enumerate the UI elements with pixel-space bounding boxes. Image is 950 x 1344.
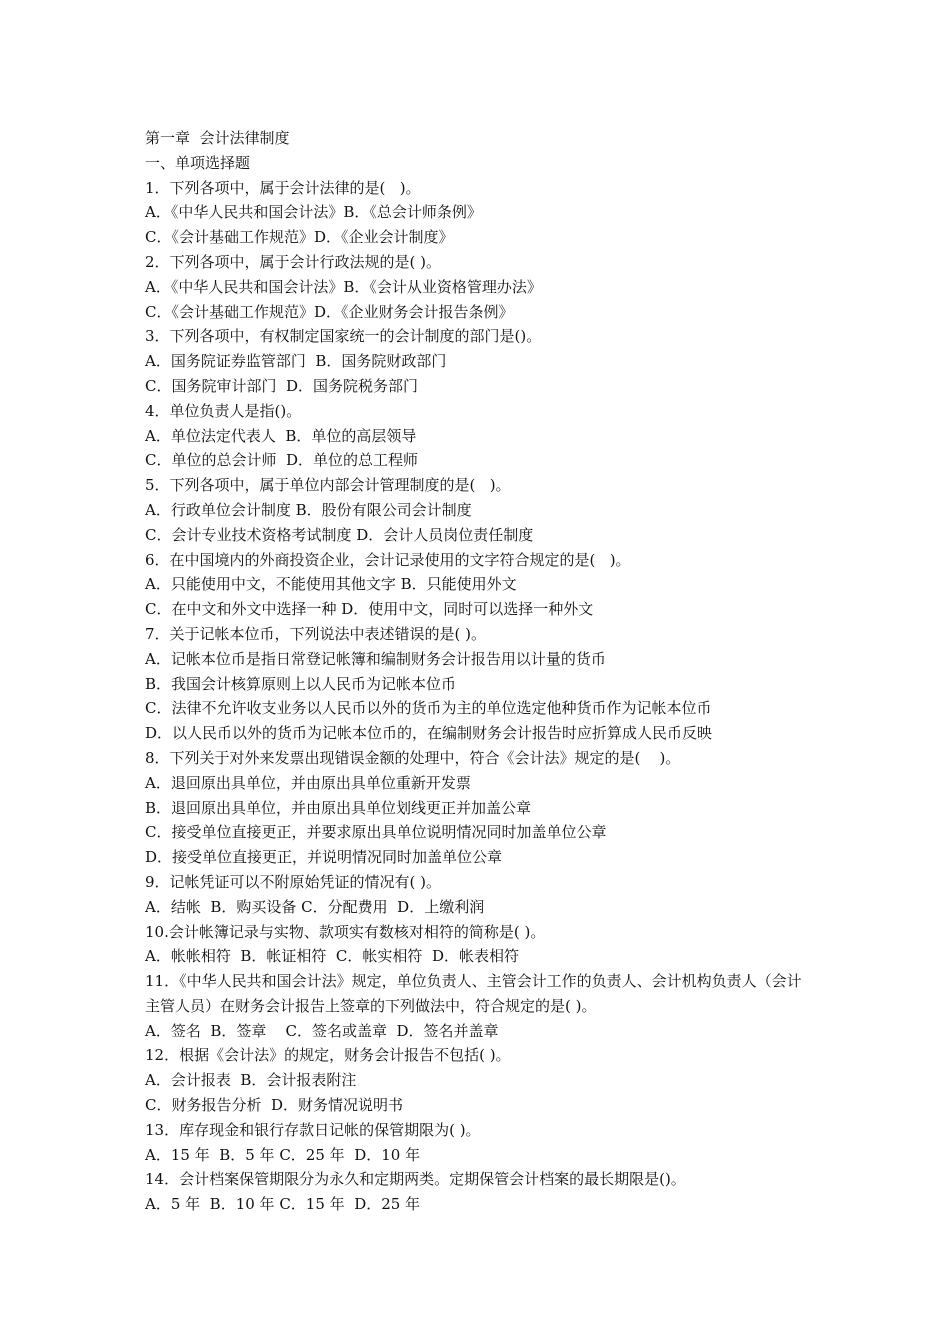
question-6: 6．在中国境内的外商投资企业，会计记录使用的文字符合规定的是( )。 bbox=[145, 550, 631, 569]
question-3: 3．下列各项中，有权制定国家统一的会计制度的部门是()。 bbox=[145, 327, 542, 346]
question-14-options: A．5 年 B．10 年 C．15 年 D．25 年 bbox=[145, 1195, 421, 1214]
question-1-options-ab: A．《中华人民共和国会计法》B．《总会计师条例》 bbox=[145, 203, 482, 222]
question-2-options-ab: A．《中华人民共和国会计法》B．《会计从业资格管理办法》 bbox=[145, 277, 542, 296]
question-1-options-cd: C．《会计基础工作规范》D．《企业会计制度》 bbox=[145, 228, 454, 247]
section-title: 一、单项选择题 bbox=[145, 153, 251, 172]
question-8: 8．下列关于对外来发票出现错误金额的处理中，符合《会计法》规定的是( )。 bbox=[145, 748, 681, 767]
question-14: 14．会计档案保管期限分为永久和定期两类。定期保管会计档案的最长期限是()。 bbox=[145, 1170, 686, 1189]
question-12-options-ab: A．会计报表 B．会计报表附注 bbox=[145, 1071, 357, 1090]
question-8-option-d: D．接受单位直接更正，并说明情况同时加盖单位公章 bbox=[145, 848, 503, 867]
question-12-options-cd: C．财务报告分析 D．财务情况说明书 bbox=[145, 1096, 404, 1115]
question-5: 5．下列各项中，属于单位内部会计管理制度的是( )。 bbox=[145, 476, 511, 495]
question-11-options: A．签名 B．签章 C．签名或盖章 D．签名并盖章 bbox=[145, 1021, 499, 1040]
question-6-options-cd: C．在中文和外文中选择一种 D．使用中文，同时可以选择一种外文 bbox=[145, 600, 594, 619]
question-7-option-b: B．我国会计核算原则上以人民币为记帐本位币 bbox=[145, 674, 457, 693]
question-9: 9．记帐凭证可以不附原始凭证的情况有( )。 bbox=[145, 872, 442, 891]
question-3-options-cd: C．国务院审计部门 D．国务院税务部门 bbox=[145, 376, 419, 395]
question-13-options: A．15 年 B．5 年 C．25 年 D．10 年 bbox=[145, 1145, 421, 1164]
question-2: 2．下列各项中，属于会计行政法规的是( )。 bbox=[145, 252, 442, 271]
question-2-options-cd: C．《会计基础工作规范》D．《企业财务会计报告条例》 bbox=[145, 302, 514, 321]
chapter-title: 第一章 会计法律制度 bbox=[145, 129, 290, 147]
question-7-option-d: D．以人民币以外的货币为记帐本位币的，在编制财务会计报告时应折算成人民币反映 bbox=[145, 724, 713, 743]
question-5-options-ab: A．行政单位会计制度 B．股份有限公司会计制度 bbox=[145, 500, 472, 519]
question-10: 10.会计帐簿记录与实物、款项实有数核对相符的简称是( )。 bbox=[145, 922, 546, 941]
question-5-options-cd: C．会计专业技术资格考试制度 D．会计人员岗位责任制度 bbox=[145, 525, 534, 544]
question-11: 11．《中华人民共和国会计法》规定，单位负责人、主管会计工作的负责人、会计机构负责人（会计主管人员）在财务会计报告上签章的下列做法中，符合规定的是( )。 bbox=[145, 972, 802, 1015]
question-1: 1．下列各项中，属于会计法律的是( )。 bbox=[145, 178, 421, 197]
document-body bbox=[145, 126, 813, 1217]
question-4: 4．单位负责人是指()。 bbox=[145, 401, 302, 420]
question-8-option-b: B．退回原出具单位，并由原出具单位划线更正并加盖公章 bbox=[145, 798, 532, 817]
question-8-option-c: C．接受单位直接更正，并要求原出具单位说明情况同时加盖单位公章 bbox=[145, 823, 607, 842]
question-7-option-a: A．记帐本位币是指日常登记帐簿和编制财务会计报告用以计量的货币 bbox=[145, 649, 606, 668]
question-12: 12．根据《会计法》的规定，财务会计报告不包括( )。 bbox=[145, 1046, 511, 1065]
question-4-options-ab: A．单位法定代表人 B．单位的高层领导 bbox=[145, 426, 417, 445]
question-8-option-a: A．退回原出具单位，并由原出具单位重新开发票 bbox=[145, 773, 471, 792]
question-9-options: A．结帐 B．购买设备 C．分配费用 D．上缴利润 bbox=[145, 897, 485, 916]
question-3-options-ab: A．国务院证券监管部门 B．国务院财政部门 bbox=[145, 352, 447, 371]
question-7-option-c: C．法律不允许收支业务以人民币以外的货币为主的单位选定他种货币作为记帐本位币 bbox=[145, 699, 712, 718]
question-13: 13．库存现金和银行存款日记帐的保管期限为( )。 bbox=[145, 1120, 481, 1139]
question-4-options-cd: C．单位的总会计师 D．单位的总工程师 bbox=[145, 451, 419, 470]
question-7: 7．关于记帐本位币，下列说法中表述错误的是( )。 bbox=[145, 624, 487, 643]
question-6-options-ab: A．只能使用中文，不能使用其他文字 B．只能使用外文 bbox=[145, 575, 517, 594]
question-10-options: A．帐帐相符 B．帐证相符 C．帐实相符 D．帐表相符 bbox=[145, 947, 519, 966]
